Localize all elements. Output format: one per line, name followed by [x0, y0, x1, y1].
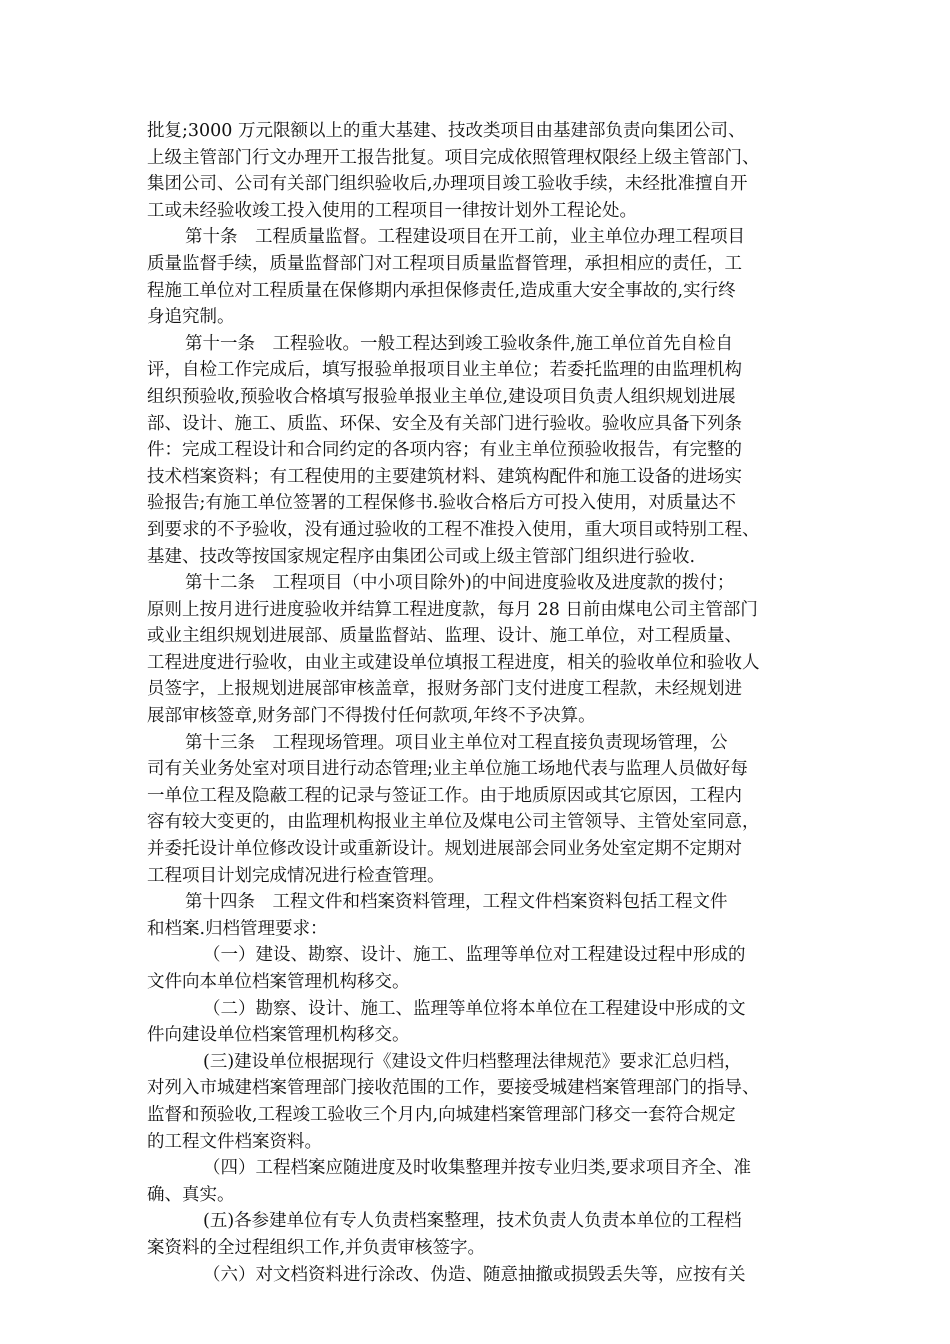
text-line: （一）建设、勘察、设计、施工、监理等单位对工程建设过程中形成的	[203, 945, 746, 966]
text-line: 并委托设计单位修改设计或重新设计。规划进展部会同业务处室定期不定期对	[147, 839, 742, 860]
text-line: 第十三条 工程现场管理。项目业主单位对工程直接负责现场管理，公	[185, 732, 728, 753]
paragraph-p4	[147, 570, 817, 730]
text-line: 容有较大变更的，由监理机构报业主单位及煤电公司主管领导、主管处室同意，	[147, 812, 760, 833]
text-line: 确、真实。	[147, 1184, 235, 1205]
text-line: 工或未经验收竣工投入使用的工程项目一律按计划外工程论处。	[147, 200, 637, 221]
text-line: 文件向本单位档案管理机构移交。	[147, 972, 410, 992]
paragraph-p2	[147, 224, 817, 330]
text-line: 基建、技改等按国家规定程序由集团公司或上级主管部门组织进行验收.	[147, 546, 696, 567]
paragraph-p7	[147, 942, 817, 995]
text-line: （六）对文档资料进行涂改、伪造、随意抽撤或损毁丢失等，应按有关	[203, 1264, 746, 1285]
text-line: 上级主管部门行文办理开工报告批复。项目完成依照管理权限经上级主管部门、	[147, 147, 760, 168]
paragraph-p12	[147, 1262, 817, 1289]
text-line: 司有关业务处室对项目进行动态管理;业主单位施工场地代表与监理人员做好每	[147, 759, 748, 780]
text-line: 件向建设单位档案管理机构移交。	[147, 1025, 410, 1046]
text-line: 对列入市城建档案管理部门接收范围的工作，要接受城建档案管理部门的指导、	[147, 1078, 760, 1099]
text-line: 部、设计、施工、质监、环保、安全及有关部门进行验收。验收应具备下列条	[147, 413, 742, 434]
paragraph-p1	[147, 118, 817, 224]
paragraph-p8	[147, 996, 817, 1049]
text-line: 评，自检工作完成后，填写报验单报项目业主单位；若委托监理的由监理机构	[147, 360, 742, 381]
text-line: (三)建设单位根据现行《建设文件归档整理法律规范》要求汇总归档，	[203, 1051, 742, 1072]
text-line: 的工程文件档案资料。	[147, 1131, 322, 1152]
text-line: 原则上按月进行进度验收并结算工程进度款，每月 28 日前由煤电公司主管部门	[147, 599, 758, 620]
text-line: 第十二条 工程项目（中小项目除外)的中间进度验收及进度款的拨付；	[185, 573, 735, 594]
text-line: 监督和预验收,工程竣工验收三个月内,向城建档案管理部门移交一套符合规定	[147, 1104, 736, 1125]
text-line: 到要求的不予验收，没有通过验收的工程不准投入使用，重大项目或特别工程、	[147, 519, 760, 540]
text-line: 批复;3000 万元限额以上的重大基建、技改类项目由基建部负责向集团公司、	[147, 121, 746, 141]
text-line: 工程进度进行验收，由业主或建设单位填报工程进度，相关的验收单位和验收人	[147, 652, 760, 673]
document-body	[147, 118, 817, 1288]
text-line: （四）工程档案应随进度及时收集整理并按专业归类,要求项目齐全、准	[203, 1158, 752, 1179]
paragraph-p11	[147, 1208, 817, 1261]
text-line: (五)各参建单位有专人负责档案整理，技术负责人负责本单位的工程档	[203, 1211, 742, 1232]
paragraph-p10	[147, 1155, 817, 1208]
paragraph-p5	[147, 730, 817, 890]
paragraph-p3	[147, 331, 817, 570]
text-line: 组织预验收,预验收合格填写报验单报业主单位,建设项目负责人组织规划进展	[147, 386, 736, 407]
text-line: 展部审核签章,财务部门不得拨付任何款项,年终不予决算。	[147, 706, 596, 727]
text-line: 集团公司、公司有关部门组织验收后,办理项目竣工验收手续，未经批准擅自开	[147, 174, 748, 195]
text-line: 员签字，上报规划进展部审核盖章，报财务部门支付进度工程款，未经规划进	[147, 679, 742, 700]
text-line: 工程项目计划完成情况进行检查管理。	[147, 865, 445, 886]
text-line: 案资料的全过程组织工作,并负责审核签字。	[147, 1237, 486, 1258]
text-line: 验报告;有施工单位签署的工程保修书.验收合格后方可投入使用，对质量达不	[147, 493, 736, 514]
text-line: 件：完成工程设计和合同约定的各项内容；有业主单位预验收报告，有完整的	[147, 440, 742, 461]
text-line: 程施工单位对工程质量在保修期内承担保修责任,造成重大安全事故的,实行终	[147, 280, 736, 301]
paragraph-p6	[147, 889, 817, 942]
paragraph-p9	[147, 1049, 817, 1155]
text-line: 一单位工程及隐蔽工程的记录与签证工作。由于地质原因或其它原因，工程内	[147, 785, 742, 806]
text-line: 和档案.归档管理要求：	[147, 918, 328, 939]
text-line: 或业主组织规划进展部、质量监督站、监理、设计、施工单位，对工程质量、	[147, 626, 742, 647]
text-line: 质量监督手续，质量监督部门对工程项目质量监督管理，承担相应的责任，工	[147, 253, 742, 274]
text-line: 身追究制。	[147, 307, 235, 328]
text-line: 第十四条 工程文件和档案资料管理，工程文件档案资料包括工程文件	[185, 892, 728, 913]
text-line: 第十条 工程质量监督。工程建设项目在开工前，业主单位办理工程项目	[185, 227, 745, 248]
text-line: 技术档案资料；有工程使用的主要建筑材料、建筑构配件和施工设备的进场实	[147, 466, 742, 487]
text-line: （二）勘察、设计、施工、监理等单位将本单位在工程建设中形成的文	[203, 998, 746, 1019]
text-line: 第十一条 工程验收。一般工程达到竣工验收条件,施工单位首先自检自	[185, 333, 734, 354]
